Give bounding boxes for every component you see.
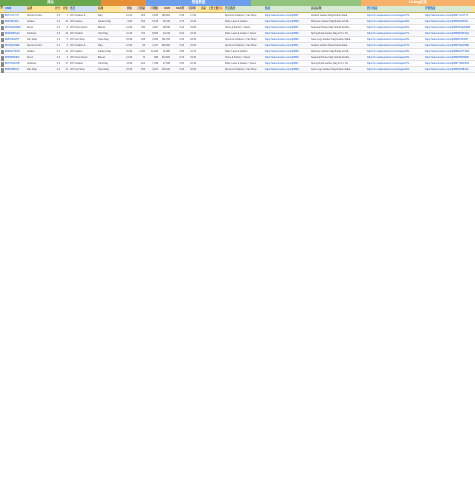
cell-name[interactable]: Garden Flag [98, 51, 111, 54]
cell-fba-fee[interactable]: 5.36 [179, 45, 184, 48]
cell-variants[interactable] [216, 25, 224, 30]
cell-reviews[interactable]: 22 [65, 32, 68, 35]
cell-image-url[interactable]: https://m.media-amazon.com/images/I/61... [367, 69, 412, 72]
cell-days[interactable] [207, 67, 216, 72]
cell-category-path[interactable]: Patio, Lawn & Garden [225, 20, 248, 23]
col-header-monthly-revenue[interactable]: 月销额 [146, 6, 159, 12]
cell-detail-url[interactable]: https://www.amazon.com/dp/B07R4QW9MN [425, 26, 471, 29]
cell-image-url[interactable]: https://m.media-amazon.com/images/I/71... [367, 63, 412, 66]
cell-title[interactable]: Team Logo Garden Flag Double Sided... [311, 69, 353, 72]
cell-name[interactable]: Team Flag [98, 69, 109, 72]
cell-days[interactable] [207, 49, 216, 54]
cell-margin[interactable]: 18.20 [190, 38, 196, 41]
cell-asin[interactable]: B09PR5N8DC [5, 57, 20, 60]
col-header-image-url[interactable]: 图片链接 [366, 6, 424, 12]
cell-image-url[interactable]: https://m.media-amazon.com/images/I/61... [367, 57, 412, 60]
col-header-asin[interactable]: ASIN [4, 6, 26, 12]
cell-asin[interactable]: B08SX9B1ZU [5, 69, 20, 72]
cell-title[interactable]: Outdoor Garden Flag Double Sided... [311, 45, 350, 48]
cell-margin[interactable]: 24.70 [190, 51, 196, 54]
col-header-brand[interactable]: 品牌 [27, 6, 33, 10]
cell-asin[interactable]: B07ZQ2V6RE [5, 45, 20, 48]
cell-brand[interactable]: Garden [27, 20, 35, 23]
cell-asin[interactable]: B08HJ3LW5T [5, 38, 20, 41]
cell-variants[interactable] [216, 61, 224, 66]
cell-monthly-revenue[interactable]: 4,221 [152, 69, 158, 72]
cell-monthly-revenue[interactable]: 998 [154, 57, 158, 60]
cell-title[interactable]: Outdoor Garden Flag Double Sided... [311, 14, 350, 17]
cell-variants[interactable] [216, 13, 224, 18]
cell-link[interactable]: https://www.amazon.com/dp/B09... [265, 57, 301, 60]
cell-brand[interactable]: Decor [27, 26, 34, 29]
cell-detail-url[interactable]: https://www.amazon.com/dp/B08SX9B1ZU [425, 69, 469, 72]
col-header-name[interactable]: 标题 [98, 6, 104, 10]
cell-brand[interactable]: Fan Shop [27, 38, 37, 41]
cell-title[interactable]: Welcome Garden Flag Burlap 12x18... [311, 20, 351, 23]
cell-margin[interactable]: 17.90 [190, 14, 196, 17]
cell-category[interactable]: LTK Garden [70, 20, 83, 23]
cell-category-path[interactable]: Sports & Outdoors > Fan Shop [225, 45, 257, 48]
cell-rating[interactable]: 4.7 [56, 51, 60, 54]
cell-asin[interactable]: B08C9ZX2KL [5, 20, 20, 23]
table-row[interactable] [0, 67, 475, 73]
cell-monthly-revenue[interactable]: 1,247 [152, 45, 158, 48]
cell-detail-url[interactable]: https://www.amazon.com/dp/B08HJ3LW5T [425, 38, 469, 41]
cell-price[interactable]: 15.99 [126, 38, 132, 41]
cell-monthly-sales[interactable]: 612 [141, 63, 145, 66]
cell-fba-fee[interactable]: 5.36 [179, 14, 184, 17]
cell-seller[interactable] [197, 31, 207, 36]
cell-fba-fee[interactable]: 5.15 [179, 57, 184, 60]
cell-seller[interactable] [197, 49, 207, 54]
cell-monthly-sales[interactable]: 742 [141, 32, 145, 35]
cell-monthly-sales[interactable]: 96 [142, 45, 145, 48]
cell-reviews[interactable]: 17 [65, 63, 68, 66]
cell-rating[interactable]: 4.2 [56, 20, 60, 23]
cell-monthly-sales[interactable]: 188 [141, 38, 145, 41]
cell-name[interactable]: Banner [98, 26, 106, 29]
cell-monthly-sales[interactable]: 330 [141, 26, 145, 29]
cell-days[interactable] [207, 55, 216, 60]
cell-category[interactable]: LTK Fan Shop [70, 69, 85, 72]
cell-link[interactable]: https://www.amazon.com/dp/B07... [265, 63, 301, 66]
cell-monthly-sales[interactable]: 515 [141, 20, 145, 23]
cell-variants[interactable] [216, 31, 224, 36]
cell-margin[interactable]: 18.90 [190, 69, 196, 72]
cell-name[interactable]: Garden Flag [98, 20, 111, 23]
cell-brand[interactable]: Sports & Outd... [27, 14, 44, 17]
cell-seller[interactable] [197, 43, 207, 48]
cell-price[interactable]: 12.44 [126, 14, 132, 17]
cell-image-url[interactable]: https://m.media-amazon.com/images/I/71... [367, 45, 412, 48]
cell-asin[interactable]: B08LM7T4WX [5, 51, 20, 54]
cell-fba-fee[interactable]: 4.75 [179, 20, 184, 23]
cell-brand[interactable]: Garden [27, 51, 35, 54]
cell-days[interactable] [207, 61, 216, 66]
cell-reviews[interactable]: 14 [65, 20, 68, 23]
cell-rating[interactable]: 4.1 [56, 45, 60, 48]
cell-rating[interactable]: 4.5 [56, 63, 60, 66]
cell-category[interactable]: LTK Garden [70, 51, 83, 54]
cell-category-path[interactable]: Sports & Outdoors > Fan Shop [225, 38, 257, 41]
cell-reviews[interactable]: 8 [66, 26, 68, 29]
cell-margin[interactable]: 16.60 [190, 45, 196, 48]
cell-days[interactable] [207, 43, 216, 48]
col-header-monthly-sales[interactable]: 月销量 [133, 6, 146, 12]
cell-image-url[interactable]: https://m.media-amazon.com/images/I/61... [367, 26, 412, 29]
cell-days[interactable] [207, 19, 216, 24]
cell-bsr[interactable]: 312,600 [161, 57, 170, 60]
cell-asin[interactable]: B09DK8P1QA [5, 32, 20, 35]
cell-monthly-sales[interactable]: 203 [141, 14, 145, 17]
cell-fba-fee[interactable]: 5.02 [179, 63, 184, 66]
cell-image-url[interactable]: https://m.media-amazon.com/images/I/71... [367, 14, 412, 17]
cell-days[interactable] [207, 31, 216, 36]
cell-title[interactable]: Welcome Garden Flag Burlap 12x18... [311, 51, 351, 54]
cell-fba-fee[interactable]: 4.85 [179, 51, 184, 54]
cell-category-path[interactable]: Sports & Outdoors > Fan Shop [225, 14, 257, 17]
cell-link[interactable]: https://www.amazon.com/dp/B09... [265, 32, 301, 35]
cell-variants[interactable] [216, 49, 224, 54]
cell-link[interactable]: https://www.amazon.com/dp/B07... [265, 14, 301, 17]
cell-name[interactable]: Yard Flag [98, 32, 108, 35]
cell-category-path[interactable]: Patio, Lawn & Garden > Decor [225, 63, 257, 66]
cell-fba-fee[interactable]: 5.40 [179, 69, 184, 72]
col-header-days[interactable]: 上架天数 [208, 6, 219, 10]
cell-fba-fee[interactable]: 5.40 [179, 38, 184, 41]
cell-name[interactable]: Team Flag [98, 38, 109, 41]
cell-rating[interactable]: 4.3 [56, 38, 60, 41]
cell-rating[interactable]: 4.5 [56, 14, 60, 17]
col-header-margin[interactable]: 毛利率 [185, 6, 197, 12]
cell-category[interactable]: LTK Outdoor & ... [70, 45, 88, 48]
cell-bsr[interactable]: 151,700 [161, 38, 170, 41]
cell-reviews[interactable]: 3 [66, 45, 68, 48]
cell-monthly-revenue[interactable]: 5,145 [152, 20, 158, 23]
cell-reviews[interactable]: 5 [66, 38, 68, 41]
cell-bsr[interactable]: 47,930 [162, 63, 170, 66]
cell-brand[interactable]: Outdoors [27, 63, 37, 66]
cell-detail-url[interactable]: https://www.amazon.com/dp/B08LM7T4WX [425, 51, 470, 54]
cell-category-path[interactable]: Sports & Outdoors > Fan Shop [225, 69, 257, 72]
cell-variants[interactable] [216, 55, 224, 60]
cell-category-path[interactable]: Patio, Lawn & Garden > Decor [225, 32, 257, 35]
cell-rating[interactable]: 4.0 [56, 57, 60, 60]
cell-category[interactable]: LTK Home Decor [70, 26, 88, 29]
cell-image-url[interactable]: https://m.media-amazon.com/images/I/81... [367, 51, 412, 54]
cell-detail-url[interactable]: https://www.amazon.com/dp/B08C9ZX2KL [425, 20, 469, 23]
cell-variants[interactable] [216, 19, 224, 24]
cell-seller[interactable] [197, 13, 207, 18]
col-header-detail-url[interactable]: 详情链接 [424, 6, 472, 12]
cell-seller[interactable] [197, 25, 207, 30]
cell-category[interactable]: LTK Outdoor [70, 63, 83, 66]
group-header-sales: 销量数据 [146, 0, 251, 6]
cell-days[interactable] [207, 25, 216, 30]
cell-bsr[interactable]: 265,400 [161, 45, 170, 48]
cell-monthly-revenue[interactable]: 2,525 [152, 14, 158, 17]
col-header-link[interactable]: 链接 [264, 6, 310, 12]
cell-asin[interactable]: B07R4QW9MN [5, 26, 21, 29]
cell-variants[interactable] [216, 43, 224, 48]
cell-seller[interactable] [197, 67, 207, 72]
col-header-fba-fee[interactable]: FBA费 [171, 6, 185, 12]
cell-seller[interactable] [197, 19, 207, 24]
cell-category[interactable]: LTK Home Decor [70, 57, 88, 60]
cell-category-path[interactable]: Home & Kitchen > Decor [225, 26, 251, 29]
cell-name[interactable]: Flag [98, 45, 103, 48]
cell-monthly-revenue[interactable]: 4,947 [152, 26, 158, 29]
cell-link[interactable]: https://www.amazon.com/dp/B08... [265, 51, 301, 54]
cell-link[interactable]: https://www.amazon.com/dp/B08... [265, 38, 301, 41]
cell-category-path[interactable]: Home & Kitchen > Decor [225, 57, 251, 60]
cell-price[interactable]: 16.49 [126, 69, 132, 72]
cell-link[interactable]: https://www.amazon.com/dp/B08... [265, 20, 301, 23]
cell-title[interactable]: Team Logo Garden Flag Double Sided... [311, 38, 353, 41]
col-header-variants[interactable]: 变体 [217, 6, 223, 10]
cell-monthly-revenue[interactable]: 11,254 [151, 51, 158, 54]
cell-margin[interactable]: 23.10 [190, 32, 196, 35]
cell-price[interactable]: 12.99 [126, 45, 132, 48]
cell-image-url[interactable]: https://m.media-amazon.com/images/I/81... [367, 20, 412, 23]
col-header-bsr[interactable]: BSR [159, 6, 171, 12]
cell-brand[interactable]: Fan Shop [27, 69, 37, 72]
cell-rating[interactable]: 4.4 [56, 26, 60, 29]
cell-margin[interactable]: 22.40 [190, 63, 196, 66]
cell-seller[interactable] [197, 37, 207, 42]
cell-monthly-sales[interactable]: 256 [141, 69, 145, 72]
col-header-seller[interactable]: 卖家 [200, 6, 206, 10]
cell-name[interactable]: Banner [98, 57, 106, 60]
cell-image-url[interactable]: https://m.media-amazon.com/images/I/71... [367, 32, 412, 35]
cell-fba-fee[interactable]: 5.02 [179, 32, 184, 35]
col-header-rating[interactable]: 评分 [55, 6, 61, 10]
cell-title[interactable]: Spring Floral Garden Flag 12.5 x 18... [311, 63, 350, 66]
col-header-category[interactable]: 类目 [69, 6, 97, 12]
cell-name[interactable]: Flag [98, 14, 103, 17]
cell-days[interactable] [207, 13, 216, 18]
cell-link[interactable]: https://www.amazon.com/dp/B08... [265, 69, 301, 72]
cell-days[interactable] [207, 37, 216, 42]
cell-category[interactable]: LTK Fan Shop [70, 38, 85, 41]
cell-detail-url[interactable]: https://www.amazon.com/dp/B07TW3K2HF [425, 63, 470, 66]
cell-asin[interactable]: B07TW3K2HF [5, 63, 20, 66]
cell-reviews[interactable]: 31 [65, 51, 68, 54]
cell-category-path[interactable]: Patio, Lawn & Garden [225, 51, 248, 54]
col-header-category-path[interactable]: 类目路径 [224, 6, 264, 12]
cell-bsr[interactable]: 21,880 [162, 51, 170, 54]
cell-image-url[interactable]: https://m.media-amazon.com/images/I/61... [367, 38, 412, 41]
cell-price[interactable]: 10.99 [126, 51, 132, 54]
column-header-row [0, 6, 475, 13]
cell-brand[interactable]: Outdoors [27, 32, 37, 35]
cell-variants[interactable] [216, 67, 224, 72]
group-header-product: 商品 [0, 0, 101, 6]
cell-seller[interactable] [197, 55, 207, 60]
cell-monthly-revenue[interactable]: 7,338 [152, 63, 158, 66]
cell-rating[interactable]: 4.6 [56, 32, 60, 35]
cell-price[interactable]: 11.99 [126, 63, 132, 66]
col-header-title[interactable]: 商品标题 [310, 6, 366, 12]
cell-brand[interactable]: Sports & Outd... [27, 45, 44, 48]
group-header-listing: Listing信息 [361, 0, 475, 6]
cell-title[interactable]: Seasonal House Flag Vertical Double... [311, 57, 351, 60]
cell-reviews[interactable]: 11 [65, 69, 68, 72]
cell-bsr[interactable]: 40,210 [162, 32, 170, 35]
cell-name[interactable]: Yard Flag [98, 63, 108, 66]
col-header-reviews[interactable]: 评论 [62, 6, 68, 10]
cell-reviews[interactable]: 1 [66, 14, 68, 17]
cell-monthly-revenue[interactable]: 8,526 [152, 32, 158, 35]
cell-detail-url[interactable]: https://www.amazon.com/dp/B07ZQ2V6RE [425, 45, 469, 48]
cell-monthly-sales[interactable]: 1,024 [139, 51, 145, 54]
cell-reviews[interactable]: 2 [66, 57, 68, 60]
cell-margin[interactable]: 21.40 [190, 20, 196, 23]
cell-detail-url[interactable]: https://www.amazon.com/dp/B09DK8P1QA [425, 32, 470, 35]
cell-monthly-sales[interactable]: 74 [142, 57, 145, 60]
cell-title[interactable]: Seasonal House Flag Vertical Double... [311, 26, 351, 29]
cell-bsr[interactable]: 185,000 [161, 14, 170, 17]
cell-price[interactable]: 11.49 [126, 32, 132, 35]
cell-price[interactable]: 9.99 [127, 20, 132, 23]
cell-link[interactable]: https://www.amazon.com/dp/B07... [265, 45, 301, 48]
cell-fba-fee[interactable]: 5.10 [179, 26, 184, 29]
cell-seller[interactable] [197, 61, 207, 66]
cell-bsr[interactable]: 62,310 [162, 20, 170, 23]
cell-brand[interactable]: Decor [27, 57, 34, 60]
cell-bsr[interactable]: 120,440 [161, 69, 170, 72]
cell-asin[interactable]: B07YLV1Y7K [5, 14, 19, 17]
cell-category[interactable]: LTK Outdoor [70, 32, 83, 35]
cell-bsr[interactable]: 98,540 [162, 26, 170, 29]
table-body [0, 13, 475, 73]
cell-rating[interactable]: 4.4 [56, 69, 60, 72]
cell-margin[interactable]: 15.90 [190, 57, 196, 60]
cell-price[interactable]: 13.49 [126, 57, 132, 60]
cell-link[interactable]: https://www.amazon.com/dp/B07... [265, 26, 301, 29]
cell-variants[interactable] [216, 37, 224, 42]
col-header-image[interactable]: 图 [0, 5, 4, 9]
cell-title[interactable]: Spring Floral Garden Flag 12.5 x 18... [311, 32, 350, 35]
cell-detail-url[interactable]: https://www.amazon.com/dp/B07YLV1Y7K [425, 14, 469, 17]
col-header-price[interactable]: 价格 [121, 6, 133, 12]
cell-category[interactable]: LTK Outdoor & ... [70, 14, 88, 17]
cell-price[interactable]: 14.99 [126, 26, 132, 29]
cell-margin[interactable]: 19.80 [190, 26, 196, 29]
cell-detail-url[interactable]: https://www.amazon.com/dp/B09PR5N8DC [425, 57, 470, 60]
cell-monthly-revenue[interactable]: 3,006 [152, 38, 158, 41]
